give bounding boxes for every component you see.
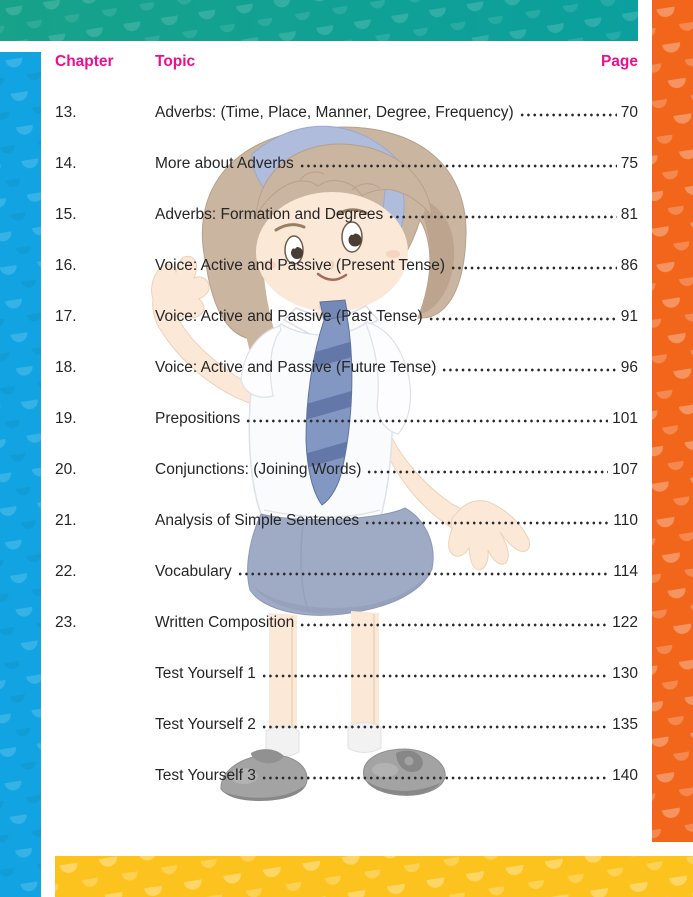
toc-row: [55, 205, 638, 256]
header-topic: Topic: [155, 53, 196, 70]
dot-leader: [245, 419, 608, 423]
entry-page: 107: [612, 461, 638, 478]
entry-page: 75: [620, 155, 638, 172]
top-border-strip: [0, 0, 638, 41]
entry-page: 140: [612, 767, 638, 784]
entry-page: 96: [620, 359, 638, 376]
entry-number: 21.: [55, 512, 77, 529]
toc-row: [55, 766, 638, 817]
dot-leader: [261, 674, 608, 678]
entry-topic: Voice: Active and Passive (Future Tense): [155, 359, 437, 376]
toc-row: [55, 613, 638, 664]
toc-row: [55, 358, 638, 409]
toc-header-row: [55, 52, 638, 103]
dot-leader: [364, 521, 609, 525]
entry-number: 13.: [55, 104, 77, 121]
entry-page: 130: [612, 665, 638, 682]
entry-topic: Vocabulary: [155, 563, 232, 580]
entry-page: 86: [620, 257, 638, 274]
droplet-pattern-icon: [55, 856, 693, 897]
dot-leader: [519, 113, 617, 117]
dot-leader: [237, 572, 610, 576]
toc-row: [55, 664, 638, 715]
entry-topic: Written Composition: [155, 614, 295, 631]
entry-page: 114: [613, 563, 638, 580]
toc-row: [55, 256, 638, 307]
entry-page: 122: [612, 614, 638, 631]
toc-row: [55, 562, 638, 613]
entry-page: 110: [613, 512, 638, 529]
toc-rows: [55, 103, 638, 817]
dot-leader: [299, 623, 608, 627]
entry-topic: Prepositions: [155, 410, 241, 427]
entry-topic: More about Adverbs: [155, 155, 294, 172]
entry-topic: Voice: Active and Passive (Past Tense): [155, 308, 423, 325]
dot-leader: [261, 725, 608, 729]
entry-page: 135: [612, 716, 638, 733]
entry-topic: Adverbs: Formation and Degrees: [155, 206, 384, 223]
entry-page: 81: [620, 206, 638, 223]
entry-topic: Test Yourself 1: [155, 665, 256, 682]
entry-topic: Voice: Active and Passive (Present Tense): [155, 257, 446, 274]
droplet-pattern-icon: [652, 0, 693, 842]
droplet-pattern-icon: [0, 0, 638, 41]
dot-leader: [428, 317, 617, 321]
header-chapter: Chapter: [55, 53, 114, 70]
toc-row: [55, 154, 638, 205]
toc-row: [55, 511, 638, 562]
entry-number: 14.: [55, 155, 77, 172]
toc-row: [55, 409, 638, 460]
dot-leader: [441, 368, 616, 372]
right-border-strip: [652, 0, 693, 842]
entry-number: 19.: [55, 410, 77, 427]
entry-topic: Adverbs: (Time, Place, Manner, Degree, Frequency): [155, 104, 514, 121]
entry-number: 17.: [55, 308, 77, 325]
entry-page: 101: [612, 410, 638, 427]
entry-number: 18.: [55, 359, 77, 376]
dot-leader: [450, 266, 617, 270]
entry-topic: Conjunctions: (Joining Words): [155, 461, 362, 478]
toc-row: [55, 715, 638, 766]
entry-page: 70: [620, 104, 638, 121]
entry-number: 16.: [55, 257, 77, 274]
entry-topic: Analysis of Simple Sentences: [155, 512, 360, 529]
dot-leader: [261, 776, 608, 780]
entry-page: 91: [620, 308, 638, 325]
left-border-strip: [0, 52, 41, 897]
entry-number: 15.: [55, 206, 77, 223]
toc-row: [55, 307, 638, 358]
dot-leader: [299, 164, 617, 168]
table-of-contents: [55, 52, 638, 817]
toc-row: [55, 460, 638, 511]
entry-number: 23.: [55, 614, 77, 631]
entry-topic: Test Yourself 2: [155, 716, 256, 733]
bottom-border-strip: [55, 856, 693, 897]
entry-number: 20.: [55, 461, 77, 478]
dot-leader: [388, 215, 616, 219]
toc-row: [55, 103, 638, 154]
header-page: Page: [600, 53, 638, 70]
entry-topic: Test Yourself 3: [155, 767, 256, 784]
droplet-pattern-icon: [0, 52, 41, 897]
entry-number: 22.: [55, 563, 77, 580]
dot-leader: [366, 470, 608, 474]
